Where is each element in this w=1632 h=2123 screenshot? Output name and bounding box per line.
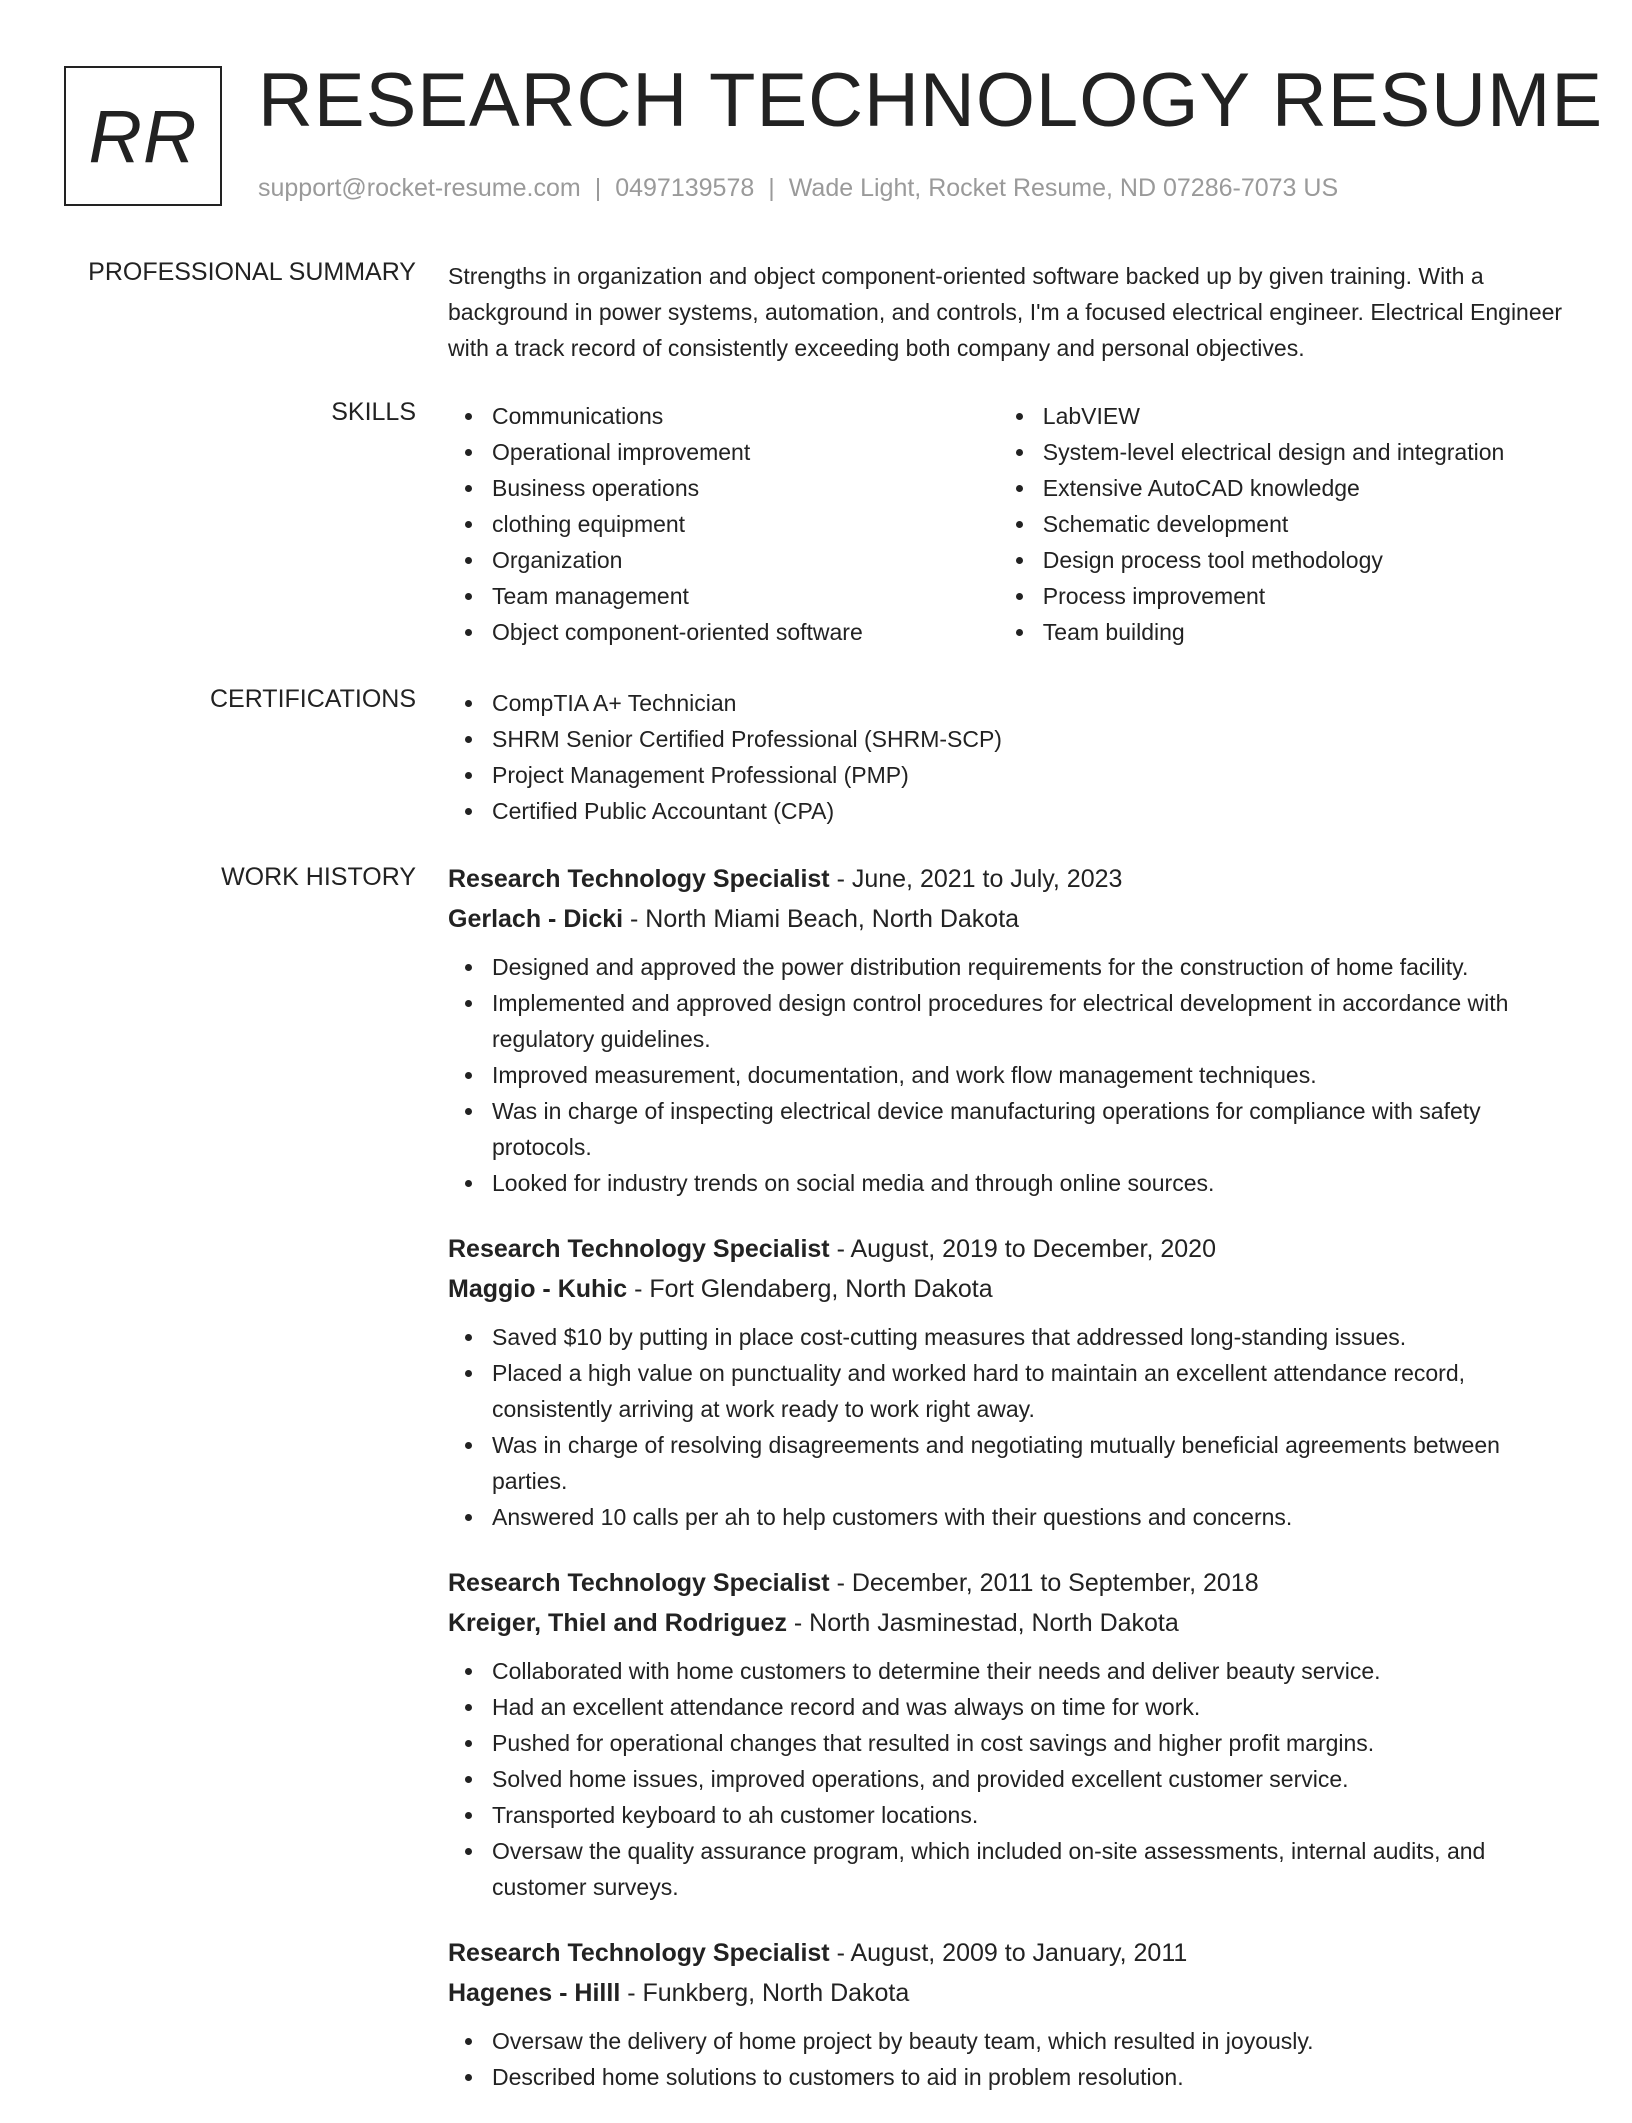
job-company-line — [448, 1973, 1568, 2013]
list-item: Oversaw the delivery of home project by beauty team, which resulted in joyously. — [492, 2023, 1568, 2059]
certifications-list — [448, 685, 1568, 829]
job-entry — [448, 1229, 1568, 1535]
section-label-certifications: CERTIFICATIONS — [209, 685, 416, 713]
list-item: Answered 10 calls per ah to help customers with their questions and concerns. — [492, 1499, 1568, 1535]
list-item: Had an excellent attendance record and was always on time for work. — [492, 1689, 1568, 1725]
list-item: Saved $10 by putting in place cost-cutting measures that addressed long-standing issues. — [492, 1319, 1568, 1355]
contact-email: support@rocket-resume.com — [258, 174, 581, 202]
job-title-line — [448, 1229, 1568, 1269]
contact-separator: | — [768, 174, 775, 202]
skills-columns — [448, 398, 1568, 650]
job-title-line — [448, 1563, 1568, 1603]
list-item: Designed and approved the power distribution requirements for the construction of home facility. — [492, 949, 1568, 985]
job-location: - Fort Glendaberg, North Dakota — [627, 1275, 993, 1303]
summary-text: Strengths in organization and object component-oriented software backed up by given training. With a background in power systems, automation, and controls, I'm a focused electrical engineer. Electrical Engineer with a track record of consistently exceeding both company and personal objectives. — [448, 263, 1563, 361]
contact-separator: | — [594, 174, 602, 202]
work-history-content — [448, 859, 1568, 2123]
job-company-line — [448, 899, 1568, 939]
job-title: Research Technology Specialist — [448, 1939, 830, 1967]
section-label-skills: SKILLS — [331, 398, 416, 426]
job-title: Research Technology Specialist — [448, 1569, 830, 1597]
list-item: Solved home issues, improved operations, and provided excellent customer service. — [492, 1761, 1568, 1797]
job-bullets — [448, 1319, 1568, 1535]
list-item: Object component-oriented software — [492, 614, 999, 650]
list-item: CompTIA A+ Technician — [492, 685, 1568, 721]
list-item: Collaborated with home customers to determine their needs and deliver beauty service. — [492, 1653, 1568, 1689]
list-item: Operational improvement — [492, 434, 999, 470]
contact-address: Wade Light, Rocket Resume, ND 07286-7073 US — [788, 174, 1339, 202]
list-item: Was in charge of resolving disagreements and negotiating mutually beneficial agreements between parties. — [492, 1427, 1568, 1499]
list-item: Was in charge of inspecting electrical device manufacturing operations for compliance with safety protocols. — [492, 1093, 1568, 1165]
job-dates: - December, 2011 to September, 2018 — [829, 1569, 1259, 1597]
list-item: Schematic development — [1043, 506, 1568, 542]
list-item: Process improvement — [1043, 578, 1568, 614]
list-item: System-level electrical design and integration — [1043, 434, 1568, 470]
job-entry — [448, 1563, 1568, 1905]
certifications-content — [448, 685, 1568, 829]
section-label-summary: PROFESSIONAL SUMMARY — [88, 258, 416, 286]
list-item: LabVIEW — [1043, 398, 1568, 434]
section-label-work-history: WORK HISTORY — [221, 863, 416, 891]
list-item: Design process tool methodology — [1043, 542, 1568, 578]
skills-list-left — [448, 398, 999, 650]
list-item: Pushed for operational changes that resulted in cost savings and higher profit margins. — [492, 1725, 1568, 1761]
list-item: Organization — [492, 542, 999, 578]
job-company-line — [448, 1269, 1568, 1309]
list-item: Certified Public Accountant (CPA) — [492, 793, 1568, 829]
list-item: Looked for industry trends on social media and through online sources. — [492, 1165, 1568, 1201]
job-bullets — [448, 1653, 1568, 1905]
contact-phone: 0497139578 — [615, 174, 755, 202]
job-dates: - June, 2021 to July, 2023 — [829, 865, 1123, 893]
job-company-line — [448, 1603, 1568, 1643]
list-item: Business operations — [492, 470, 999, 506]
list-item: Project Management Professional (PMP) — [492, 757, 1568, 793]
job-company: Hagenes - Hilll — [448, 1979, 621, 2007]
list-item: Oversaw the quality assurance program, which included on-site assessments, internal audits, and customer surveys. — [492, 1833, 1568, 1905]
list-item: Communications — [492, 398, 999, 434]
job-location: - North Jasminestad, North Dakota — [786, 1609, 1179, 1637]
contact-line — [258, 174, 1338, 203]
resume-title: RESEARCH TECHNOLOGY RESUME — [258, 58, 1604, 143]
list-item: Implemented and approved design control procedures for electrical development in accordance with regulatory guidelines. — [492, 985, 1568, 1057]
list-item: Described home solutions to customers to aid in problem resolution. — [492, 2059, 1568, 2095]
job-location: - North Miami Beach, North Dakota — [623, 905, 1020, 933]
job-title-line — [448, 859, 1568, 899]
job-title: Research Technology Specialist — [448, 1235, 830, 1263]
job-entry — [448, 859, 1568, 1201]
job-entry — [448, 1933, 1568, 2095]
list-item: Extensive AutoCAD knowledge — [1043, 470, 1568, 506]
job-location: - Funkberg, North Dakota — [620, 1979, 910, 2007]
job-title: Research Technology Specialist — [448, 865, 830, 893]
job-dates: - August, 2019 to December, 2020 — [829, 1235, 1216, 1263]
list-item: Team management — [492, 578, 999, 614]
list-item: clothing equipment — [492, 506, 999, 542]
job-company: Maggio - Kuhic — [448, 1275, 628, 1303]
list-item: Transported keyboard to ah customer locations. — [492, 1797, 1568, 1833]
list-item: Team building — [1043, 614, 1568, 650]
job-bullets — [448, 2023, 1568, 2095]
list-item: Placed a high value on punctuality and worked hard to maintain an excellent attendance record, consistently arriving at work ready to work right away. — [492, 1355, 1568, 1427]
list-item: Improved measurement, documentation, and work flow management techniques. — [492, 1057, 1568, 1093]
job-bullets — [448, 949, 1568, 1201]
job-title-line — [448, 1933, 1568, 1973]
job-company: Kreiger, Thiel and Rodriguez — [448, 1609, 787, 1637]
list-item: SHRM Senior Certified Professional (SHRM-SCP) — [492, 721, 1568, 757]
skills-list-right — [999, 398, 1568, 650]
job-company: Gerlach - Dicki — [448, 905, 624, 933]
monogram-logo: RR — [64, 66, 222, 206]
job-dates: - August, 2009 to January, 2011 — [829, 1939, 1188, 1967]
